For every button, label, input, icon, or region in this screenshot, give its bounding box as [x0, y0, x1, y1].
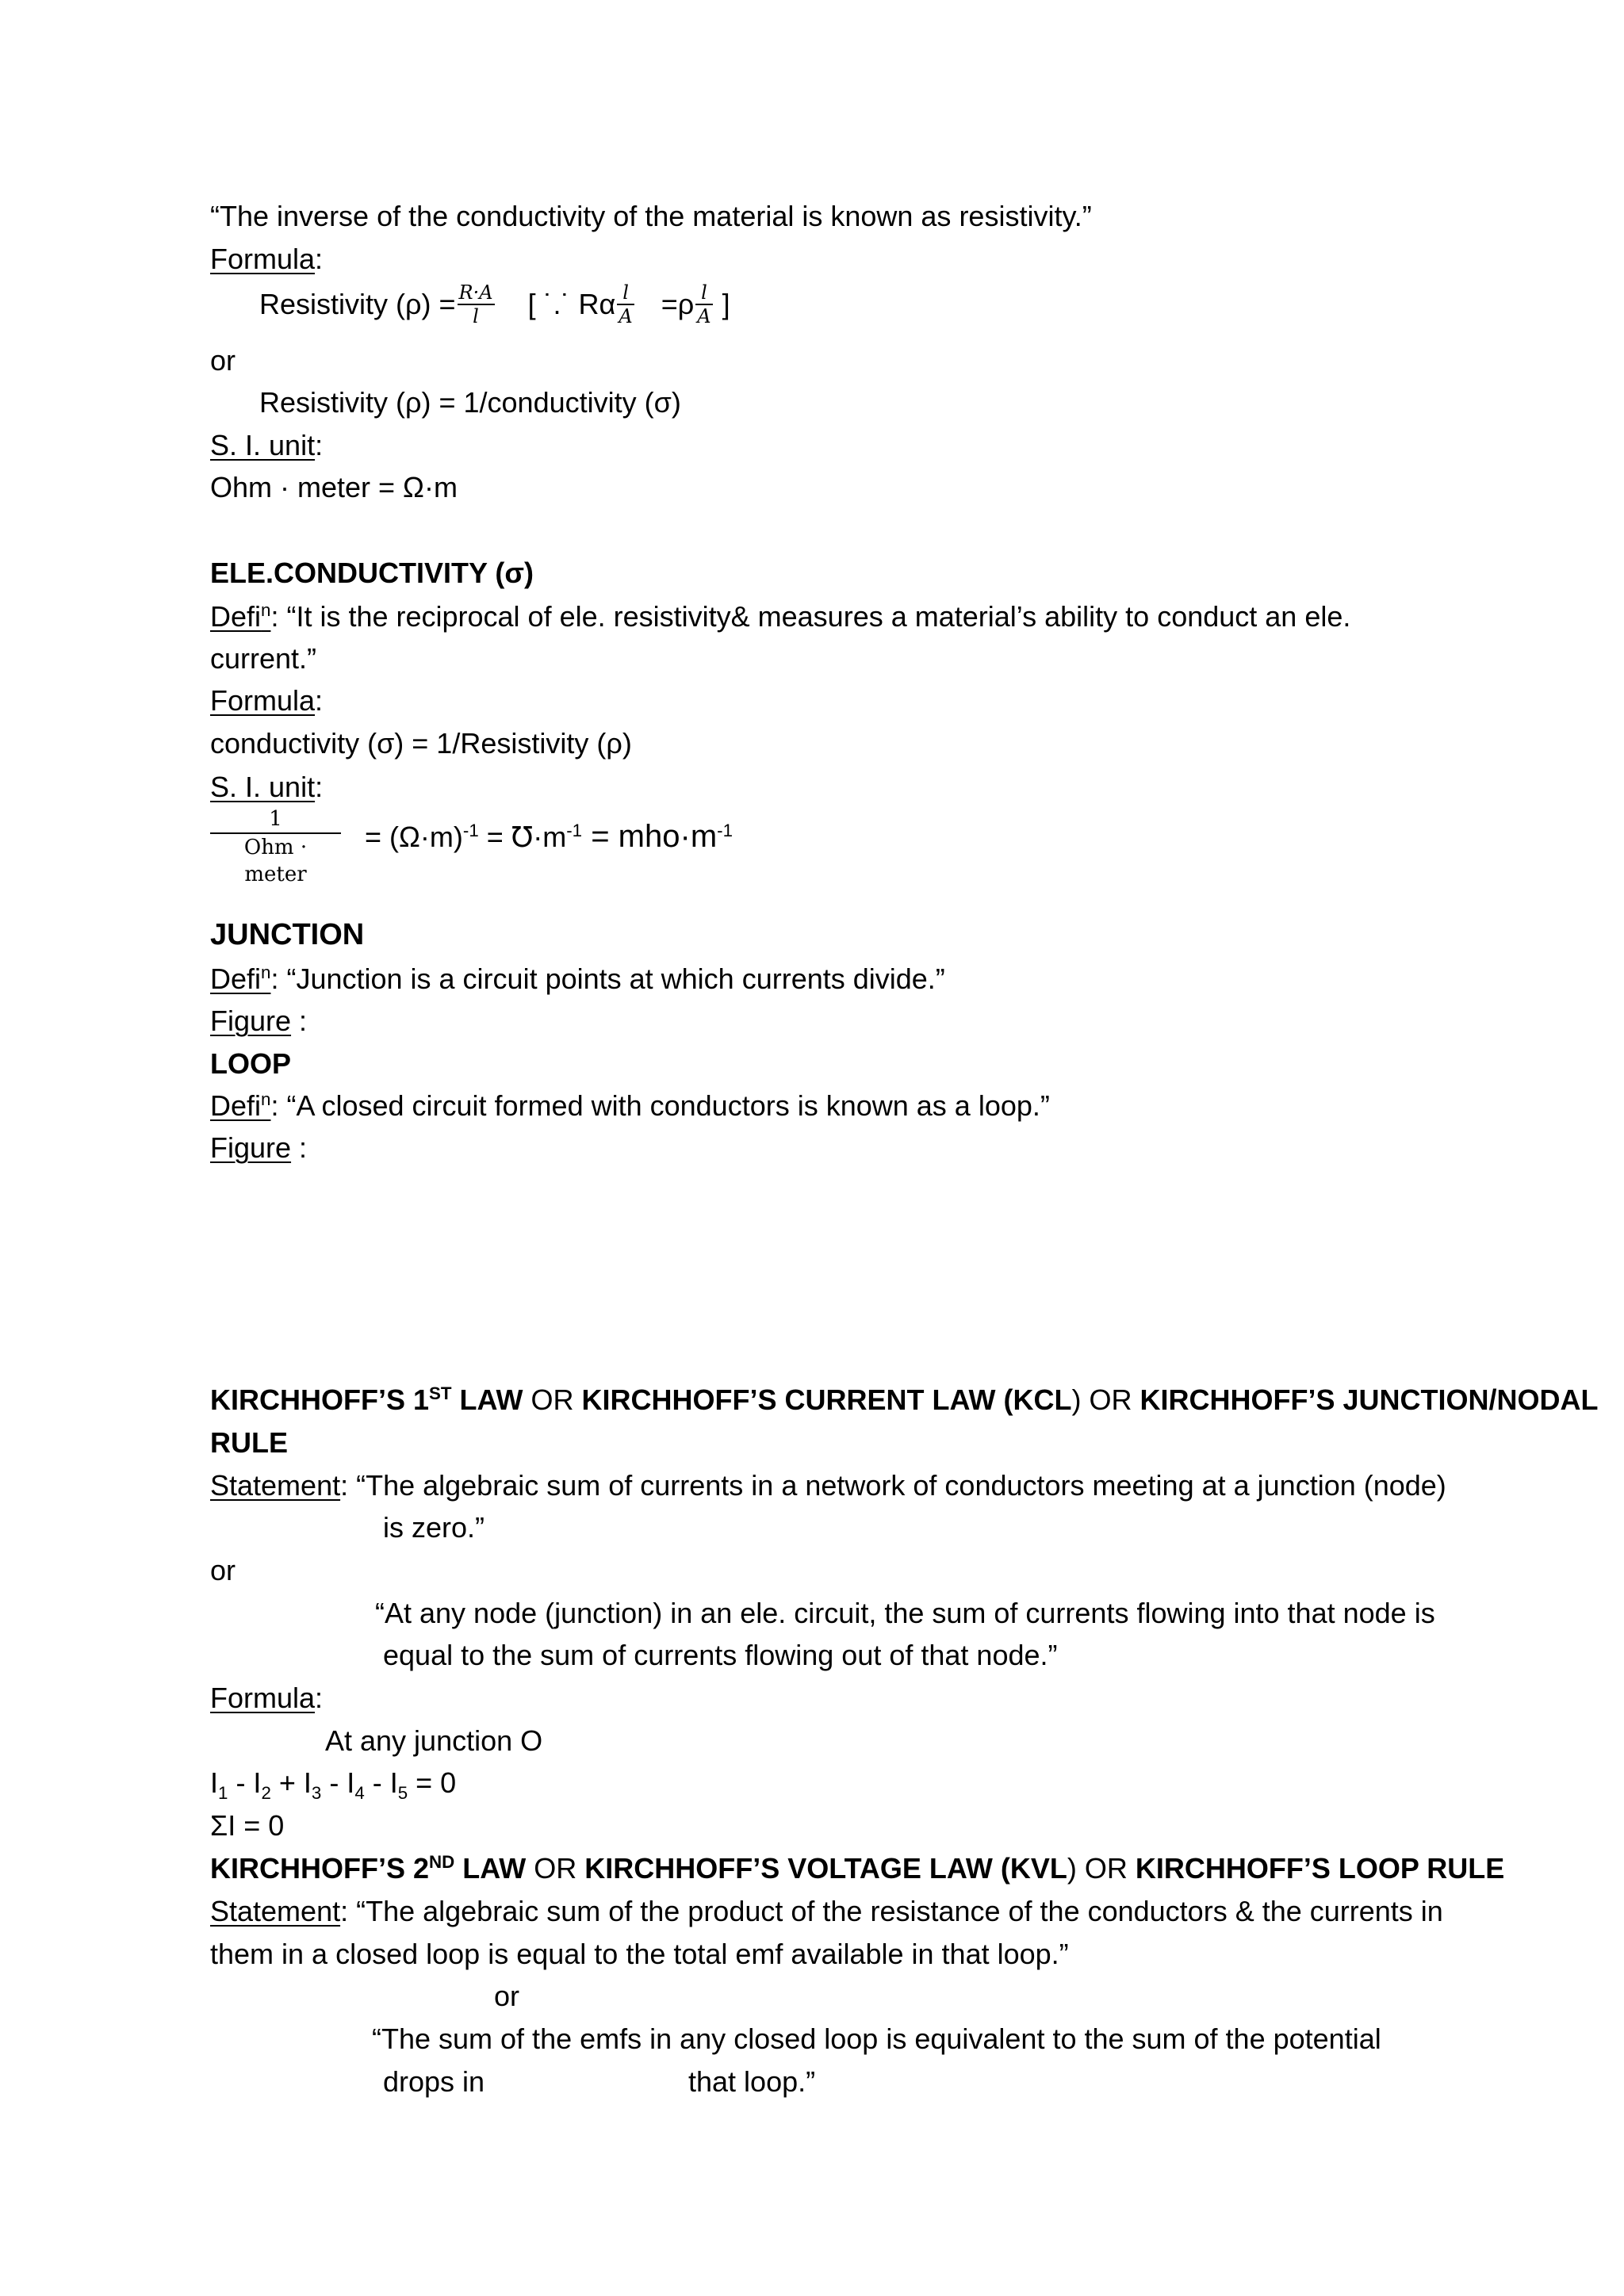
resistivity-si-value: Ohm · meter = Ω·m: [210, 471, 458, 503]
kcl-statement-line2: is zero.”: [383, 1511, 485, 1544]
kcl-equation: $I_1 - I_2 + I_3 - I_4 - I_5 = 0$: [210, 1766, 457, 1804]
resistivity-si-label: S. I. unit:: [210, 429, 324, 461]
conductivity-si-label: S. I. unit:: [210, 771, 324, 803]
fraction-ra-over-l: $\frac{R\cdot A}{l}$: [458, 281, 493, 327]
kvl-statement-line2: them in a closed loop is equal to the total emf available in that loop.”: [210, 1938, 1069, 1970]
junction-figure-label: Figure :: [210, 1004, 308, 1037]
resistivity-formula-label: Formula:: [210, 243, 324, 275]
resistivity-quote: “The inverse of the conductivity of the material is known as resistivity.”: [210, 200, 1092, 232]
conductivity-definition-line2: current.”: [210, 642, 317, 675]
conductivity-formula: conductivity (σ) = 1/Resistivity (ρ): [210, 727, 632, 760]
junction-definition: Defi$^n$: “Junction is a circuit points at which currents divide.”: [210, 962, 945, 995]
fraction-l-over-a: $\frac{l}{A}$: [619, 281, 633, 327]
kcl-or: or: [210, 1554, 236, 1586]
resistivity-formula-2: Resistivity (ρ) = 1/conductivity (σ): [259, 386, 681, 419]
kcl-alt-line2: equal to the sum of currents flowing out of that node.”: [383, 1639, 1058, 1671]
junction-heading: JUNCTION: [210, 918, 365, 951]
kvl-statement-line1: Statement: “The algebraic sum of the product of the resistance of the conductors & the currents in: [210, 1895, 1443, 1927]
kcl-alt-line1: “At any node (junction) in an ele. circuit, the sum of currents flowing into that node is: [375, 1597, 1435, 1629]
kcl-statement-line1: Statement: “The algebraic sum of currents in a network of conductors meeting at a junction (node): [210, 1469, 1446, 1502]
fraction-l-over-a-2: $\frac{l}{A}$: [697, 281, 711, 327]
kvl-heading: KIRCHHOFF’S 2ND LAW OR KIRCHHOFF’S VOLTAGE LAW (KVL) OR KIRCHHOFF’S LOOP RULE: [210, 1852, 1505, 1885]
conductivity-si-value: = $(\Omega\cdot m)^{-1}$ = $℧\cdot m^{-1} = mho\cdot m^{-1}$: [365, 819, 733, 854]
kvl-alt-line2b: that loop.”: [688, 2065, 816, 2098]
conductivity-definition-line1: Defi$^n$: “It is the reciprocal of ele. resistivity& measures a material’s ability to conduct an ele.: [210, 600, 1351, 633]
kvl-alt-line1: “The sum of the emfs in any closed loop is equivalent to the sum of the potential: [372, 2022, 1381, 2055]
resistivity-formula-1: Resistivity (ρ) = $\frac{R\cdot A}{l}$ [ ˙.˙ Rα $\frac{l}{A}$ =ρ $\frac{l}{A}$ ]: [259, 281, 730, 327]
loop-heading: LOOP: [210, 1047, 292, 1080]
or-text: or: [210, 344, 236, 377]
loop-definition: Defi$^n$: “A closed circuit formed with conductors is known as a loop.”: [210, 1089, 1050, 1122]
kcl-sum-equation: ΣI = 0: [210, 1809, 285, 1842]
kcl-formula-label: Formula:: [210, 1682, 324, 1714]
kcl-at-junction: At any junction O: [325, 1724, 543, 1757]
conductivity-formula-label: Formula:: [210, 684, 324, 717]
kcl-heading-line2: RULE: [210, 1426, 288, 1459]
loop-figure-label: Figure :: [210, 1131, 308, 1164]
kcl-heading-line1: KIRCHHOFF’S 1ST LAW OR KIRCHHOFF’S CURRENT LAW (KCL) OR KIRCHHOFF’S JUNCTION/NODAL: [210, 1383, 1599, 1416]
fraction-one-over-ohm-meter: 1 Ohm · meter: [210, 806, 341, 888]
kvl-alt-line2a: drops in: [383, 2065, 485, 2098]
kvl-or: or: [494, 1980, 520, 2012]
conductivity-heading: ELE.CONDUCTIVITY (σ): [210, 557, 534, 589]
